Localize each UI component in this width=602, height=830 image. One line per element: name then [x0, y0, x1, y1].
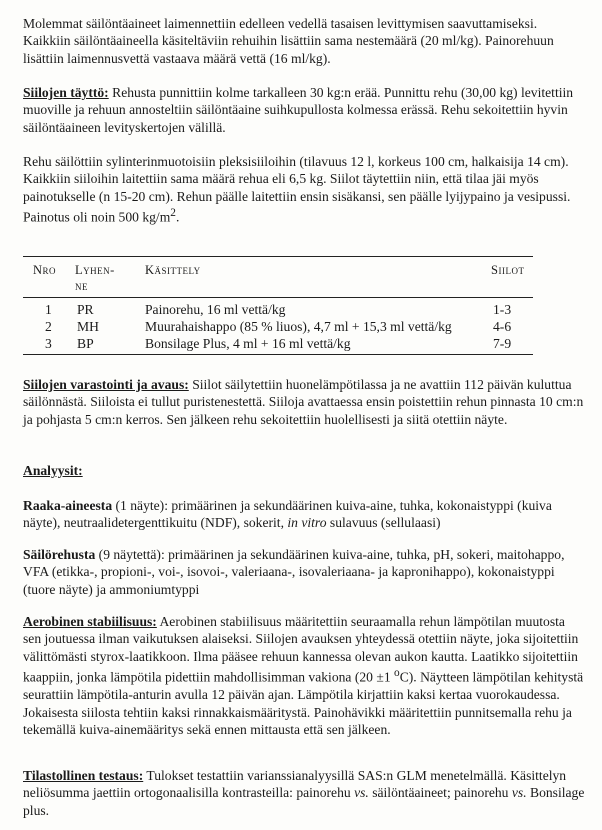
raw-material-text-a: (1 näyte): primäärinen ja sekundäärinen kuiva-aine, tuhka, kokonaistyppi (kuiva näyte), neutraalidetergenttikuitu (NDF), sokerit, [23, 498, 552, 531]
raw-material-text-b: sulavuus (sellulaasi) [326, 515, 441, 531]
raw-material-italic: in vitro [287, 515, 327, 531]
aerobic-paragraph [23, 613, 585, 738]
row-abbr: BP [77, 336, 94, 351]
aerobic-text-a: Aerobinen stabiilisuus määritettiin seuraamalla rehun lämpötilan muutosta sen joutuessa ilman vaikutuksen alaiseksi. Siilojen avauksen yhteydessä otettiin näyte, joka sijoitettiin välittömästi styrox-laatikkoon. Ilma pääsee rehuun kannessa olevan aukon kautta. Laatikko sijoitettiin kaappiin, jonka lämpötila pidettiin mahdollisimman vakiona (20 ±1 [23, 614, 579, 685]
row-nro: 1 [45, 302, 52, 317]
storage-text: Siilot säilytettiin huonelämpötilassa ja ne avattiin 112 päivän kuluttua säilönnästä. Siiloista ei tullut puristenestettä. Siiloja avattaessa ensin poistettiin rehun pinnasta 10 cm:n ja pohjasta 5 cm:n kerros. Sen jälkeen rehu sekoitettiin huolellisesti ja siitä otettiin näyte. [23, 377, 584, 427]
analyses-heading-line [23, 462, 585, 479]
row-nro: 2 [45, 319, 52, 334]
filling-text: Rehusta punnittiin kolme tarkalleen 30 kg:n erää. Punnittu rehu (30,00 kg) levitettiin muoville ja rehuun annosteltiin säilöntäaine suihkupullosta kolmessa erässä. Rehu sekoitettiin hyvin säilöntäaineen levityskertojen välillä. [23, 85, 574, 135]
silo-paragraph [23, 153, 585, 226]
filling-heading: Siilojen täyttö: [23, 85, 109, 100]
silo-superscript: 2 [170, 207, 176, 220]
row-silos: 1-3 [493, 302, 512, 317]
row-silos: 7-9 [493, 336, 512, 351]
row-nro: 3 [45, 336, 52, 351]
silo-text-end: . [175, 209, 180, 225]
filling-paragraph [23, 84, 585, 136]
silage-paragraph [23, 546, 585, 598]
header-abbr: Lyhen- [75, 263, 115, 277]
row-silos: 4-6 [493, 319, 512, 334]
stats-text-a: Tulokset testattiin varianssianalyysillä SAS:n GLM menetelmällä. Käsittelyn neliösumma jaettiin ortogonaalisilla kontrasteilla: painorehu [23, 768, 567, 801]
analyses-heading: Analyysit: [23, 463, 83, 478]
silage-text: (9 näytettä): primäärinen ja sekundäärinen kuiva-aine, tuhka, pH, sokeri, maitohappo, VFA (etikka-, propioni-, voi-, isovoi-, valeriaana-, isovaleriaana- ja kapronihappo), kokonaistyppi (tuore näyte) ja ammoniumtyppi [23, 547, 565, 597]
raw-material-heading: Raaka-aineesta [23, 498, 113, 513]
row-treatment: Muurahaishappo (85 % liuos), 4,7 ml + 15,3 ml vettä/kg [145, 319, 452, 334]
intro-paragraph: Molemmat säilöntäaineet laimennettiin edelleen vedellä tasaisen levittymisen saavuttamiseksi. Kaikkiin säilöntäaineella käsiteltäviin rehuihin lisättiin sama nestemäärä (20 ml/kg). Painorehuun lisättiin laimennusvettä vastaava määrä vettä (16 ml/kg). [23, 16, 554, 66]
row-abbr: PR [77, 302, 94, 317]
header-abbr-cont: ne [75, 279, 88, 293]
stats-heading: Tilastollinen testaus: [23, 768, 144, 783]
storage-paragraph [23, 376, 585, 428]
table-top-rule [23, 256, 533, 257]
stats-text-c: Bonsilage plus. [23, 785, 585, 818]
stats-paragraph [23, 767, 585, 819]
table-header-rule [23, 297, 533, 298]
raw-material-paragraph [23, 497, 585, 532]
row-abbr: MH [77, 319, 99, 334]
silo-text: Rehu säilöttiin sylinterinmuotoisiin pleksisiiloihin (tilavuus 12 l, korkeus 100 cm, halkaisija 14 cm). Kaikkiin siiloihin laitettiin sama määrä rehua eli 6,5 kg. Siilot täytettiin niin, että tilaa jäi myös painotukselle (n 15-20 cm). Rehun päälle laitettiin ensin sisäkansi, sen päälle lyijypaino ja vesipussi. Painotus oli noin 500 kg/m [23, 154, 571, 225]
table-bottom-rule [23, 354, 533, 355]
degree-superscript: o [394, 667, 400, 680]
stats-text-b: säilöntäaineet; painorehu [368, 785, 512, 801]
stats-vs-1: vs. [354, 785, 369, 801]
aerobic-text-b: C). Näytteen lämpötilan kehitystä seurattiin lämpötila-anturin avulla 12 päivän ajan. Lämpötila kirjattiin kaksi kertaa vuorokaudessa. Jokaisesta siilosta tehtiin kaksi rinnakkaismääritystä. Painohävikki määritettiin punnitsemalla rehu ja tekemällä kuiva-ainemääritys sekä ennen mittausta että sen jälkeen. [23, 669, 584, 737]
storage-heading: Siilojen varastointi ja avaus: [23, 377, 189, 392]
header-nro: Nro [33, 263, 57, 277]
stats-vs-2: vs. [511, 785, 527, 801]
silage-heading: Säilörehusta [23, 547, 96, 562]
header-treatment: Käsittely [145, 263, 201, 277]
aerobic-heading: Aerobinen stabiilisuus: [23, 614, 157, 629]
row-treatment: Bonsilage Plus, 4 ml + 16 ml vettä/kg [145, 336, 351, 351]
row-treatment: Painorehu, 16 ml vettä/kg [145, 302, 286, 317]
header-silos: Siilot [491, 263, 525, 277]
